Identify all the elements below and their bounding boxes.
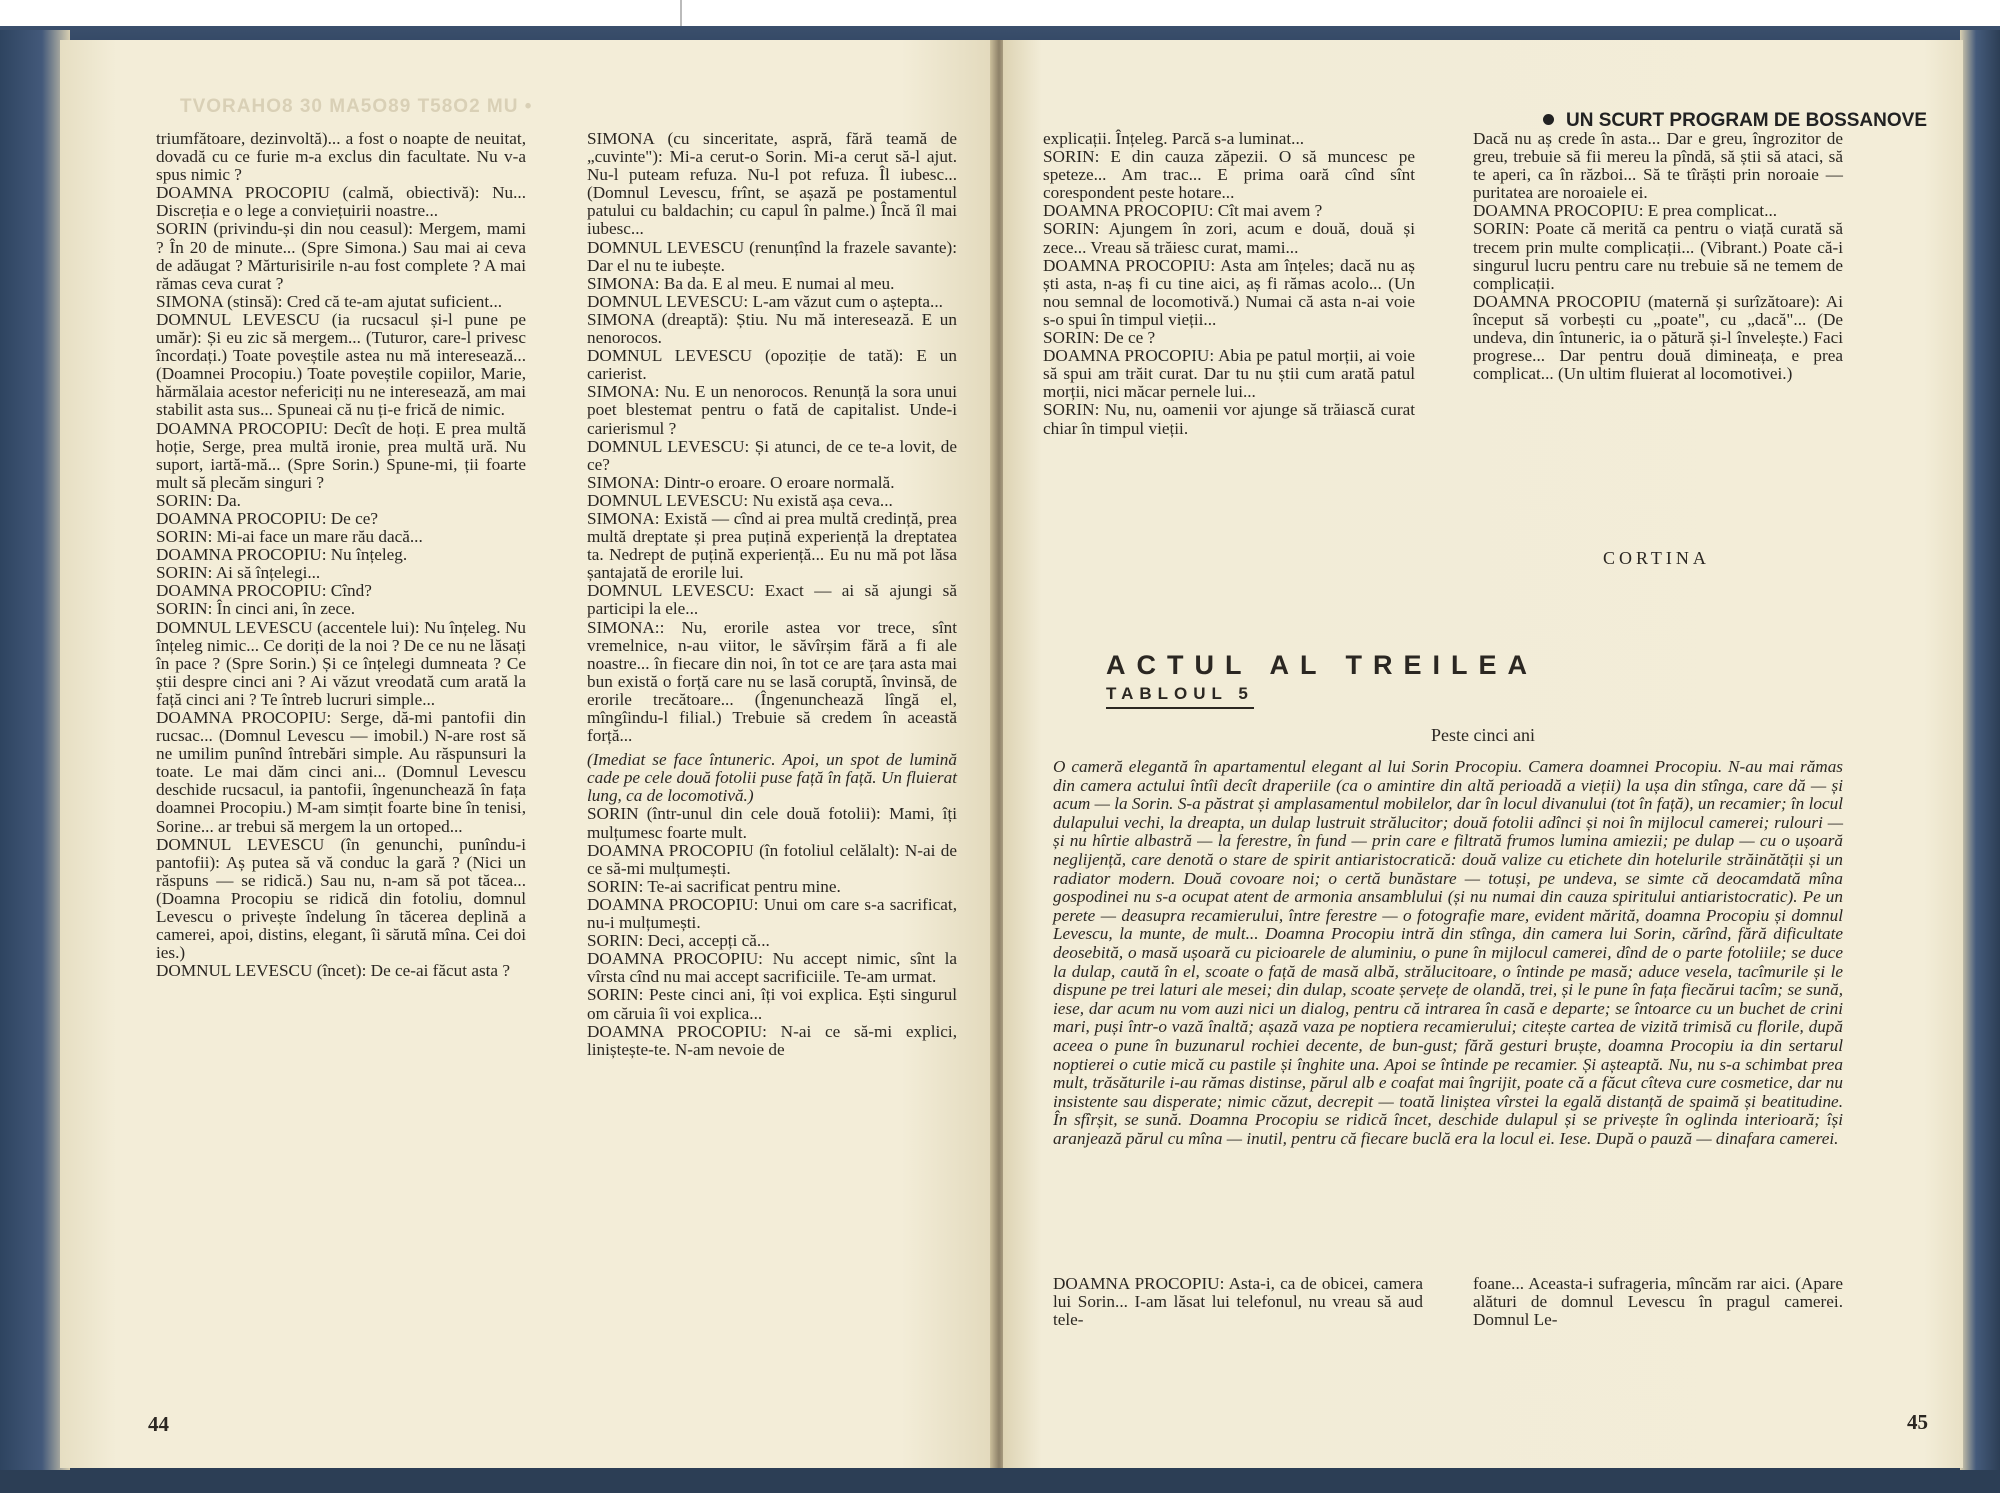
dialogue-line: DOAMNA PROCOPIU: Nu înțeleg.: [156, 545, 408, 565]
dialogue-line: DOMNUL LEVESCU (în genunchi, punîndu-i pantofii): Aș putea să vă conduc la gară ? (Nici un răspuns — se ridică.) Sau nu, n-am să pot tăcea... (Doamna Procopiu se ridică din fotoliu, domnul Levescu o privește îndelung în tăcerea deplină a camerei, apoi, distins, elegant, îi sărută mîna. Cei doi ies.): [156, 834, 526, 963]
dialogue-line: DOMNUL LEVESCU: L-am văzut cum o aștepta...: [587, 291, 943, 311]
dialogue-line: DOMNUL LEVESCU (încet): De ce-ai făcut asta ?: [156, 961, 510, 981]
right-column-1: [1043, 130, 1415, 438]
dialogue-line: DOAMNA PROCOPIU: Asta am înțeles; dacă nu aș ști asta, n-aș fi cu tine aici, aș fi rămas acolo... (Un nou semnal de locomotivă.) Numai că asta n-ai voie s-o spui în timpul vieții...: [1043, 255, 1415, 329]
dialogue-line: triumfătoare, dezinvoltă)... a fost o noapte de neuitat, dovadă cu ce furie m-a exclus din facultate. Nu v-a spus nimic ?: [156, 129, 526, 185]
dialogue-line: DOMNUL LEVESCU: Exact — ai să ajungi să participi la ele...: [587, 581, 957, 619]
dialogue-line: explicații. Înțeleg. Parcă s-a luminat...: [1043, 129, 1305, 148]
dialogue-line: DOAMNA PROCOPIU: Cînd?: [156, 581, 372, 601]
right-column-2: [1473, 130, 1843, 383]
dialogue-line: SORIN: De ce ?: [1043, 328, 1156, 348]
dialogue-line: SIMONA: Există — cînd ai prea multă credință, prea multă dreptate și prea puțină experiență la dreptatea ta. Nedrept de puțină experiență... Eu nu mă pot lăsa șantajată de erorile lui.: [587, 508, 957, 583]
dialogue-line: DOAMNA PROCOPIU (maternă și surîzătoare): Ai început să vorbești cu „poate", cu „dacă"... (De undeva, din întuneric, ia o pătură și-l învelește.) Faci progrese... Dar pentru două dimineața, e prea complicat... (Un ultim fluierat al locomotivei.): [1473, 291, 1843, 384]
curtain-label: CORTINA: [1603, 548, 1710, 568]
dialogue-line: DOMNUL LEVESCU (ia rucsacul și-l pune pe umăr): Și eu zic să mergem... (Tuturor, care-l privesc încordați.) Toate poveștile astea nu mă interesează... (Doamnei Procopiu.) Toate poveștile copiilor, Marie, hărmălaia acestor nefericiți nu ne interesează, am mai stabilit asta sus... Spuneai că nu ți-e frică de nimic.: [156, 309, 526, 420]
bullet-icon: [1543, 114, 1554, 125]
left-column-1: [156, 130, 526, 980]
dialogue-line: DOAMNA PROCOPIU (calmă, obiectivă): Nu... Discreția e o lege a conviețuirii noastre...: [156, 183, 526, 221]
bottom-column-1: DOAMNA PROCOPIU: Asta-i, ca de obicei, camera lui Sorin... I-am lăsat lui telefonul, nu vreau să aud tele-: [1053, 1274, 1423, 1330]
dialogue-line: SORIN: Poate că merită ca pentru o viață curată să trecem prin multe complicații... (Vibrant.) Poate că-i singurul lucru pentru care nu trebuie să ne temem de complicații.: [1473, 219, 1843, 293]
book-cover-right-edge: [1960, 30, 2000, 1470]
dialogue-line: DOMNUL LEVESCU (opoziție de tată): E un carierist.: [587, 346, 957, 384]
dialogue-line: SORIN: Deci, accepți că...: [587, 931, 770, 951]
dialogue-line: Dacă nu aș crede în asta... Dar e greu, îngrozitor de greu, trebuie să fii mereu la pîndă, să știi să ataci, să te aperi, ca în război... Să te tîrăști prin noroaie — puritatea are noroaiele ei.: [1473, 129, 1843, 203]
left-column-2: [587, 130, 957, 1059]
running-header-text: UN SCURT PROGRAM DE BOSSANOVE: [1565, 110, 1927, 131]
dialogue-line: DOAMNA PROCOPIU: Nu accept nimic, sînt la vîrsta cînd nu mai accept sacrificiile. Te-am urmat.: [587, 949, 957, 987]
stage-direction: O cameră elegantă în apartamentul elegant al lui Sorin Procopiu. Camera doamnei Procopiu. N-au mai rămas din camera actului întîi decît draperiile (ca o amintire din altă perioadă a vieții) la ușa din stînga, care dă — și acum — la Sorin. S-a păstrat și amplasamentul mobilelor, dar în locul divanului (tot în față), un recamier; în locul dulapului vechi, la dreapta, un dulap lustruit strălucitor; două fotolii adînci și noi în mijlocul camerei; rulouri — și nu hîrtie albastră — la ferestre, în fund — prin care e filtrată frumos lumina amiezii; pe dulap — cu o ușoară neglijență, care denotă o stare de spirit antiaristocratică: două valize cu etichete din hotelurile străinătății și un radiator modern. Două covoare noi; o certă bunăstare — totuși, pe undeva, se simte că deocamdată mîna gospodinei nu s-a ocupat atent de armonia ansamblului (și nu numai din cauza spiritului antiaristocratic). Pe un perete — deasupra recamierului, între ferestre — o fotografie mare, evident mărită, doamna Procopiu și domnul Levescu, la munte, de mult... Doamna Procopiu intră din stînga, din camera lui Sorin, cărînd, fără dificultate deosebită, o masă ușoară cu picioarele de aluminiu, o pune în mijlocul camerei, dînd de o parte fotoliile; se duce la dulap, caută în el, scoate o față de masă albă, strălucitoare, o întinde pe masă; aduce vesela, tacîmurile și le dispune pe trei laturi ale mesei; din dulap, scoate șervețe de olandă, trei, și le pune în fața fiecărui tacîm; se sună, iese, dar acum nu vom auzi nici un dialog, pentru că intrarea în casă e departe; se întoarce cu un buchet de crini mari, puși într-o vază înaltă; așază vaza pe noptiera recamierului; citește cartea de vizită trimisă cu florile, după aceea o pune în buzunarul rochiei decente, de bun-gust; fără gesturi bruște, doamna Procopiu ia din sertarul noptierei o cutie mică cu pastile și înghite una. Apoi se întinde pe recamier. Și așteaptă. Nu, nu s-a schimbat prea mult, trăsăturile i-au rămas distinse, părul alb e coafat mai îngrijit, poate că a făcut cîteva cure cosmetice, dar nu insistente sau disperate; nimic căzut, decrepit — toată liniștea vîrstei la egală distanță de spaimă și beatitudine. În sfîrșit, se sună. Doamna Procopiu se ridică încet, deschide dulapul și se privește în oglinda interioară; își aranjează părul cu mîna — inutil, pentru că fiecare buclă era la locul ei. Iese. După o pauză — dinafara camerei.: [1053, 757, 1843, 1148]
tableau-label: TABLOUL 5: [1106, 684, 1254, 709]
dialogue-line: SIMONA:: Nu, erorile astea vor trece, sînt vremelnice, n-au viitor, le săvîrșim fără a fi ale noastre... în fiecare din noi, în tot ce are țara asta mai bun există o forță care nu se lasă coruptă, învinsă, de erorile trecătoare... (Îngenunchează lîngă el, mîngîindu-l filial.) Trebuie să credem în această forță...: [587, 617, 957, 746]
paper-edge: [680, 0, 682, 26]
dialogue-line: SORIN (privindu-și din nou ceasul): Mergem, mami ? În 20 de minute... (Spre Simona.) Sau mai ai ceva de adăugat ? Mărturisirile n-au fost complete ? A mai rămas ceva curat ?: [156, 219, 526, 293]
dialogue-line: SIMONA: Nu. E un nenorocos. Renunță la sora unui poet blestemat pentru o fată de capitalist. Unde-i carierismul ?: [587, 382, 957, 438]
dialogue-line: SORIN: Mi-ai face un mare rău dacă...: [156, 527, 423, 547]
dialogue-line: SIMONA: Dintr-o eroare. O eroare normală.: [587, 472, 895, 492]
page-number-left: 44: [148, 1412, 169, 1436]
dialogue-line: DOAMNA PROCOPIU: De ce?: [156, 508, 378, 528]
dialogue-line: DOAMNA PROCOPIU: Unui om care s-a sacrificat, nu-i mulțumești.: [587, 894, 957, 933]
dialogue-line: DOMNUL LEVESCU: Nu există așa ceva...: [587, 490, 893, 510]
dialogue-line: DOAMNA PROCOPIU (în fotoliul celălalt): N-ai de ce să-mi mulțumești.: [587, 840, 957, 878]
dialogue-line: SORIN: Peste cinci ani, îți voi explica. Ești singurul om căruia îi voi explica...: [587, 985, 957, 1023]
page-number-right: 45: [1907, 1410, 1928, 1434]
dialogue-line: DOAMNA PROCOPIU: Cît mai avem ?: [1043, 201, 1323, 221]
show-through-header: TVORAHO8 30 MA5O89 T58O2 MU •: [180, 96, 533, 117]
dialogue-line: SORIN: E din cauza zăpezii. O să muncesc pe speteze... Am trac... E prima oară cînd sînt corespondent peste hotare...: [1043, 147, 1415, 203]
dialogue-line: SORIN: Ajungem în zori, acum e două, două și zece... Vreau să trăiesc curat, mami...: [1043, 219, 1415, 257]
time-note: Peste cinci ani: [1431, 725, 1535, 745]
dialogue-line: SORIN: Da.: [156, 490, 241, 510]
dialogue-line: DOAMNA PROCOPIU: N-ai ce să-mi explici, liniștește-te. N-am nevoie de: [587, 1021, 957, 1059]
dialogue-line: DOAMNA PROCOPIU: E prea complicat...: [1473, 201, 1778, 221]
dialogue-line: DOMNUL LEVESCU (renunțînd la frazele savante): Dar el nu te iubește.: [587, 237, 957, 275]
dialogue-line: SIMONA (cu sinceritate, aspră, fără teamă de „cuvinte"): Mi-a cerut-o Sorin. Mi-a cerut să-l ajut. Nu-l puteam refuza. Nu-l pot refuza. Îl iubesc... (Domnul Levescu, frînt, se așază pe postamentul patului cu baldachin; cu capul în palme.) Încă îl mai iubesc...: [587, 129, 957, 239]
dialogue-line: SORIN: În cinci ani, în zece.: [156, 599, 356, 619]
dialogue-line: DOAMNA PROCOPIU: Serge, dă-mi pantofii din rucsac... (Domnul Levescu — imobil.) N-are rost să ne umilim punînd întrebări simple. Au răspunsuri la toate. Le mai dăm cinci ani... (Domnul Levescu deschide rucsacul, ia pantofii, îngenunchează în fața doamnei Procopiu.) M-am simțit foarte bine în tenisi, Sorine... ar trebui să mergem la un ortoped...: [156, 708, 526, 836]
dialogue-line: DOAMNA PROCOPIU: Decît de hoți. E prea multă hoție, Serge, prea multă ironie, prea multă ură. Nu suport, iartă-mă... (Spre Sorin.) Spune-mi, ții foarte mult să plecăm singuri ?: [156, 418, 526, 492]
dialogue-line: SIMONA (stinsă): Cred că te-am ajutat suficient...: [156, 291, 503, 311]
dialogue-line: SORIN: Te-ai sacrificat pentru mine.: [587, 876, 841, 896]
bottom-column-2: foane... Aceasta-i sufrageria, mîncăm rar aici. (Apare alături de domnul Levescu în pragul camerei. Domnul Le-: [1473, 1274, 1843, 1330]
dialogue-line: SIMONA (dreaptă): Știu. Nu mă interesează. E un nenorocos.: [587, 309, 957, 348]
dialogue-line: (Imediat se face întuneric. Apoi, un spot de lumină cade pe cele două fotolii puse față în față. Un fluierat lung, ca de locomotivă.): [587, 750, 957, 806]
dialogue-line: SORIN: Nu, nu, oamenii vor ajunge să trăiască curat chiar în timpul vieții.: [1043, 400, 1415, 438]
dialogue-line: DOAMNA PROCOPIU: Abia pe patul morții, ai voie să spui am trăit curat. Dar tu nu știi cum arată patul morții, nici măcar pernele lui...: [1043, 346, 1415, 402]
act-title: ACTUL AL TREILEA: [1106, 650, 1538, 680]
dialogue-line: DOMNUL LEVESCU (accentele lui): Nu înțeleg. Nu înțeleg nimic... Ce doriți de la noi ? De ce nu ne lăsați în pace ? (Spre Sorin.) Și ce înțelegi dumneata ? Ce știi despre cinci ani ? Ai văzut vreodată cum arată la față cinci ani ? Te întreb lucruri simple...: [156, 617, 526, 709]
dialogue-line: SORIN (într-unul din cele două fotolii): Mami, îți mulțumesc foarte mult.: [587, 804, 957, 842]
dialogue-line: SORIN: Ai să înțelegi...: [156, 563, 321, 583]
dialogue-line: SIMONA: Ba da. E al meu. E numai al meu.: [587, 273, 895, 293]
right-page: [1003, 40, 1963, 1468]
dialogue-line: DOMNUL LEVESCU: Și atunci, de ce te-a lovit, de ce?: [587, 436, 957, 474]
left-page: [60, 40, 995, 1468]
